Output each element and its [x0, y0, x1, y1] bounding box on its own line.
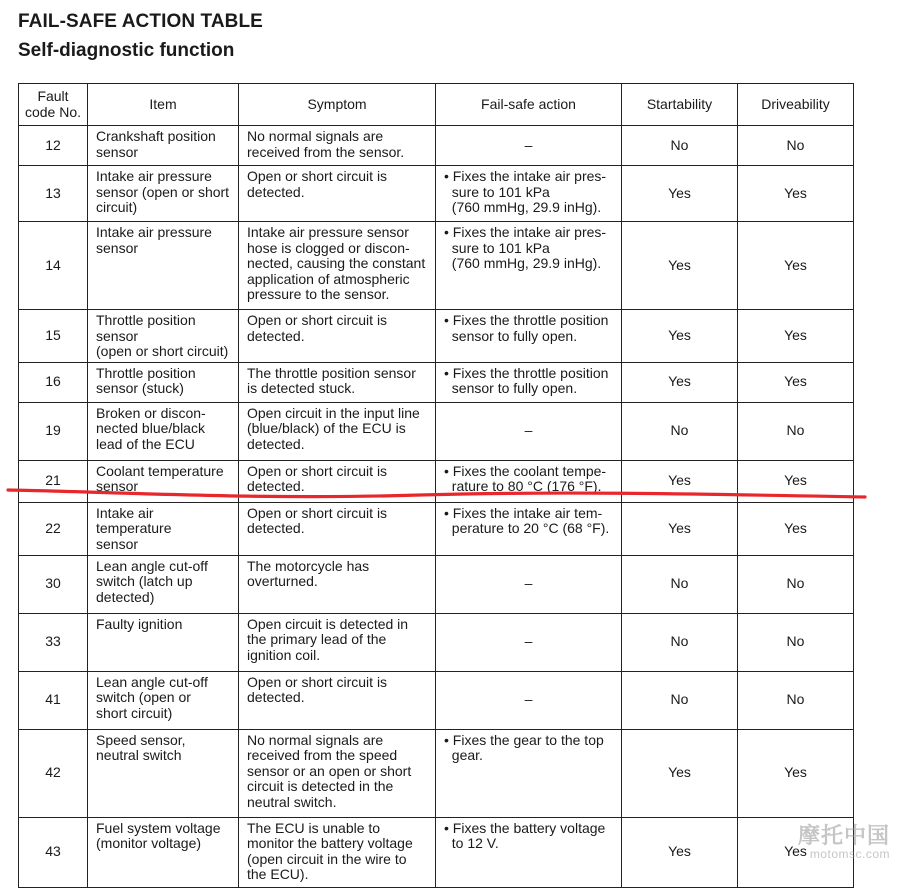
startability-cell: Yes — [622, 502, 738, 555]
symptom-cell: Open or short circuit is detected. — [239, 310, 436, 363]
startability-cell: Yes — [622, 362, 738, 402]
fail-safe-action-cell: • Fixes the gear to the top gear. — [436, 729, 622, 817]
driveability-header: Driveability — [738, 84, 854, 126]
fail-safe-action-cell: • Fixes the throttle position sensor to fully open. — [436, 362, 622, 402]
table-header-row — [19, 84, 854, 126]
fault-code-cell: 19 — [19, 402, 88, 460]
startability-cell: Yes — [622, 729, 738, 817]
fail-safe-action-cell: – — [436, 402, 622, 460]
table-row — [19, 555, 854, 613]
fault-code-cell: 42 — [19, 729, 88, 817]
item-cell: Faulty ignition — [88, 613, 239, 671]
item-cell: Coolant temperature sensor — [88, 460, 239, 502]
startability-cell: Yes — [622, 166, 738, 222]
driveability-cell: Yes — [738, 729, 854, 817]
table-row — [19, 166, 854, 222]
fault-code-cell: 33 — [19, 613, 88, 671]
driveability-cell: Yes — [738, 166, 854, 222]
driveability-cell: Yes — [738, 362, 854, 402]
symptom-cell: The motorcycle has overturned. — [239, 555, 436, 613]
fail-safe-action-cell: – — [436, 555, 622, 613]
page-title: FAIL-SAFE ACTION TABLE — [18, 11, 263, 32]
fail-safe-table — [18, 83, 854, 888]
fault-code-cell: 43 — [19, 817, 88, 887]
fail-safe-action-cell: – — [436, 126, 622, 166]
item-cell: Lean angle cut-off switch (latch up detected) — [88, 555, 239, 613]
startability-cell: No — [622, 613, 738, 671]
startability-header: Startability — [622, 84, 738, 126]
startability-cell: No — [622, 126, 738, 166]
driveability-cell: Yes — [738, 502, 854, 555]
symptom-cell: No normal signals are received from the speed sensor or an open or short circuit is detected in the neutral switch. — [239, 729, 436, 817]
table-row — [19, 671, 854, 729]
table-row — [19, 729, 854, 817]
table-row — [19, 502, 854, 555]
item-cell: Intake air temperature sensor — [88, 502, 239, 555]
symptom-cell: Open or short circuit is detected. — [239, 671, 436, 729]
fail-safe-action-cell: • Fixes the intake air tem- perature to 20 °C (68 °F). — [436, 502, 622, 555]
item-cell: Speed sensor, neutral switch — [88, 729, 239, 817]
item-cell: Lean angle cut-off switch (open or short circuit) — [88, 671, 239, 729]
symptom-header: Symptom — [239, 84, 436, 126]
table-row — [19, 310, 854, 363]
item-cell: Intake air pressure sensor — [88, 222, 239, 310]
fail-safe-action-header: Fail-safe action — [436, 84, 622, 126]
symptom-cell: The ECU is unable to monitor the battery voltage (open circuit in the wire to the ECU). — [239, 817, 436, 887]
table-row — [19, 362, 854, 402]
symptom-cell: The throttle position sensor is detected stuck. — [239, 362, 436, 402]
startability-cell: Yes — [622, 222, 738, 310]
symptom-cell: Intake air pressure sensor hose is clogged or discon- nected, causing the constant application of atmospheric pressure to the sensor. — [239, 222, 436, 310]
table-row — [19, 460, 854, 502]
symptom-cell: Open circuit in the input line (blue/black) of the ECU is detected. — [239, 402, 436, 460]
startability-cell: Yes — [622, 460, 738, 502]
item-cell: Intake air pressure sensor (open or short circuit) — [88, 166, 239, 222]
item-cell: Throttle position sensor (stuck) — [88, 362, 239, 402]
startability-cell: No — [622, 671, 738, 729]
item-cell: Crankshaft position sensor — [88, 126, 239, 166]
table-row — [19, 613, 854, 671]
watermark-text: 摩托中国 — [797, 823, 890, 848]
table-row — [19, 402, 854, 460]
symptom-cell: Open or short circuit is detected. — [239, 166, 436, 222]
driveability-cell: No — [738, 555, 854, 613]
fail-safe-action-cell: – — [436, 613, 622, 671]
fail-safe-action-cell: • Fixes the intake air pres- sure to 101 kPa (760 mmHg, 29.9 inHg). — [436, 222, 622, 310]
symptom-cell: Open circuit is detected in the primary lead of the ignition coil. — [239, 613, 436, 671]
symptom-cell: Open or short circuit is detected. — [239, 460, 436, 502]
fault-code-cell: 14 — [19, 222, 88, 310]
symptom-cell: Open or short circuit is detected. — [239, 502, 436, 555]
driveability-cell: Yes — [738, 460, 854, 502]
driveability-cell: No — [738, 126, 854, 166]
fault-code-cell: 30 — [19, 555, 88, 613]
driveability-cell: No — [738, 613, 854, 671]
driveability-cell: No — [738, 671, 854, 729]
driveability-cell: Yes — [738, 222, 854, 310]
driveability-cell: Yes — [738, 310, 854, 363]
watermark-logo — [797, 823, 890, 863]
fail-safe-action-cell: – — [436, 671, 622, 729]
item-header: Item — [88, 84, 239, 126]
watermark-url: motomsc.com — [809, 847, 890, 861]
fault-code-cell: 41 — [19, 671, 88, 729]
table-row — [19, 817, 854, 887]
item-cell: Broken or discon- nected blue/black lead of the ECU — [88, 402, 239, 460]
driveability-cell: Yes — [738, 817, 854, 887]
fail-safe-action-cell: • Fixes the intake air pres- sure to 101 kPa (760 mmHg, 29.9 inHg). — [436, 166, 622, 222]
fault-code-header: Fault code No. — [19, 84, 88, 126]
fail-safe-action-cell: • Fixes the battery voltage to 12 V. — [436, 817, 622, 887]
fault-code-cell: 12 — [19, 126, 88, 166]
page-subtitle: Self-diagnostic function — [18, 40, 235, 61]
fault-code-cell: 21 — [19, 460, 88, 502]
fault-code-cell: 15 — [19, 310, 88, 363]
table-row — [19, 126, 854, 166]
fault-code-cell: 22 — [19, 502, 88, 555]
driveability-cell: No — [738, 402, 854, 460]
fail-safe-action-cell: • Fixes the coolant tempe- rature to 80 °C (176 °F). — [436, 460, 622, 502]
item-cell: Throttle position sensor (open or short circuit) — [88, 310, 239, 363]
startability-cell: Yes — [622, 310, 738, 363]
table-row — [19, 222, 854, 310]
item-cell: Fuel system voltage (monitor voltage) — [88, 817, 239, 887]
fault-code-cell: 16 — [19, 362, 88, 402]
startability-cell: Yes — [622, 817, 738, 887]
startability-cell: No — [622, 555, 738, 613]
fault-code-cell: 13 — [19, 166, 88, 222]
fail-safe-action-cell: • Fixes the throttle position sensor to fully open. — [436, 310, 622, 363]
symptom-cell: No normal signals are received from the sensor. — [239, 126, 436, 166]
startability-cell: No — [622, 402, 738, 460]
